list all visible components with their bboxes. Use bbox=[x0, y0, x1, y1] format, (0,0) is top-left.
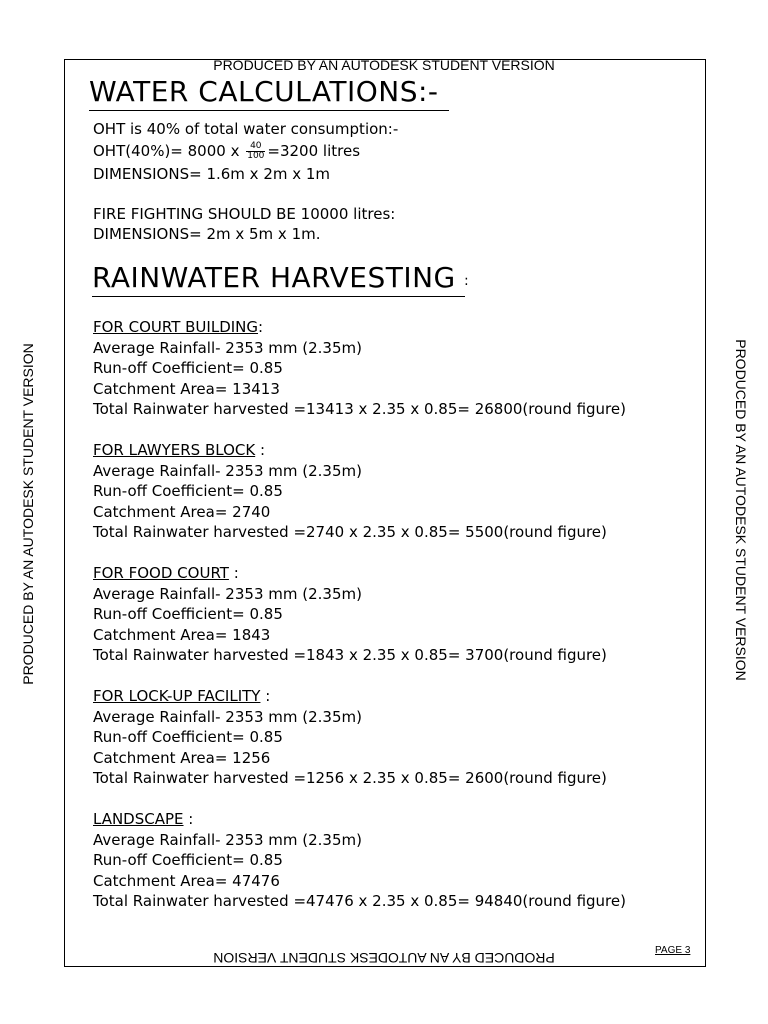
average-rainfall: Average Rainfall- 2353 mm (2.35m) bbox=[93, 707, 362, 726]
watermark-right: PRODUCED BY AN AUTODESK STUDENT VERSION bbox=[733, 339, 749, 681]
total-rainwater: Total Rainwater harvested =47476 x 2.35 x 0.85= 94840(round figure) bbox=[93, 892, 626, 910]
fire-fighting-line: FIRE FIGHTING SHOULD BE 10000 litres: bbox=[93, 205, 396, 223]
runoff-coefficient: Run-off Coefficient= 0.85 bbox=[93, 851, 283, 869]
section-heading-label: LANDSCAPE bbox=[93, 810, 184, 828]
rainwater-harvesting-title: RAINWATER HARVESTING bbox=[92, 261, 456, 294]
catchment-area: Catchment Area= 47476 bbox=[93, 871, 280, 890]
average-rainfall: Average Rainfall- 2353 mm (2.35m) bbox=[93, 830, 362, 849]
fire-dimensions: DIMENSIONS= 2m x 5m x 1m. bbox=[93, 225, 321, 243]
section-heading-colon: : bbox=[258, 318, 264, 336]
section-heading-colon: : bbox=[260, 687, 271, 705]
average-rainfall: Average Rainfall- 2353 mm (2.35m) bbox=[93, 461, 362, 480]
catchment-area: Catchment Area= 1256 bbox=[93, 748, 271, 767]
oht-dimensions: DIMENSIONS= 1.6m x 2m x 1m bbox=[93, 165, 331, 183]
section-heading bbox=[93, 318, 263, 336]
section-heading bbox=[93, 441, 265, 459]
average-rainfall: Average Rainfall- 2353 mm (2.35m) bbox=[93, 338, 362, 357]
section-heading bbox=[93, 687, 270, 705]
title-underline bbox=[92, 296, 465, 297]
watermark-left: PRODUCED BY AN AUTODESK STUDENT VERSION bbox=[20, 343, 36, 685]
section-heading-label: FOR LAWYERS BLOCK bbox=[93, 441, 256, 459]
catchment-area: Catchment Area= 1843 bbox=[93, 625, 271, 644]
section-heading-label: FOR FOOD COURT bbox=[93, 564, 229, 582]
title-underline bbox=[89, 110, 449, 111]
total-rainwater: Total Rainwater harvested =13413 x 2.35 x 0.85= 26800(round figure) bbox=[93, 400, 626, 418]
runoff-coefficient: Run-off Coefficient= 0.85 bbox=[93, 728, 283, 746]
section-heading bbox=[93, 810, 193, 828]
section-heading-colon: : bbox=[228, 564, 239, 582]
runoff-coefficient: Run-off Coefficient= 0.85 bbox=[93, 359, 283, 377]
catchment-area: Catchment Area= 2740 bbox=[93, 502, 271, 521]
watermark-bottom: PRODUCED BY AN AUTODESK STUDENT VERSION bbox=[213, 950, 555, 966]
section-heading bbox=[93, 564, 239, 582]
total-rainwater: Total Rainwater harvested =1843 x 2.35 x 0.85= 3700(round figure) bbox=[93, 646, 607, 664]
catchment-area: Catchment Area= 13413 bbox=[93, 379, 280, 398]
fraction-denominator: 100 bbox=[247, 151, 265, 161]
runoff-coefficient: Run-off Coefficient= 0.85 bbox=[93, 482, 283, 500]
section-heading-colon: : bbox=[183, 810, 194, 828]
runoff-coefficient: Run-off Coefficient= 0.85 bbox=[93, 605, 283, 623]
fraction-numerator: 40 bbox=[246, 142, 265, 152]
water-calculations-title: WATER CALCULATIONS:- bbox=[89, 75, 439, 108]
page-number: PAGE 3 bbox=[655, 945, 691, 956]
oht-calc-suffix: =3200 litres bbox=[267, 142, 361, 160]
average-rainfall: Average Rainfall- 2353 mm (2.35m) bbox=[93, 584, 362, 603]
section-heading-label: FOR COURT BUILDING bbox=[93, 318, 259, 336]
total-rainwater: Total Rainwater harvested =1256 x 2.35 x 0.85= 2600(round figure) bbox=[93, 769, 607, 787]
oht-calculation bbox=[93, 142, 360, 161]
fraction bbox=[246, 142, 265, 161]
oht-description: OHT is 40% of total water consumption:- bbox=[93, 120, 399, 138]
section-heading-label: FOR LOCK-UP FACILITY bbox=[93, 687, 261, 705]
watermark-top: PRODUCED BY AN AUTODESK STUDENT VERSION bbox=[213, 57, 555, 73]
total-rainwater: Total Rainwater harvested =2740 x 2.35 x 0.85= 5500(round figure) bbox=[93, 523, 607, 541]
oht-calc-prefix: OHT(40%)= 8000 x bbox=[93, 142, 245, 160]
rainwater-title-colon: : bbox=[464, 273, 469, 289]
section-heading-colon: : bbox=[255, 441, 266, 459]
